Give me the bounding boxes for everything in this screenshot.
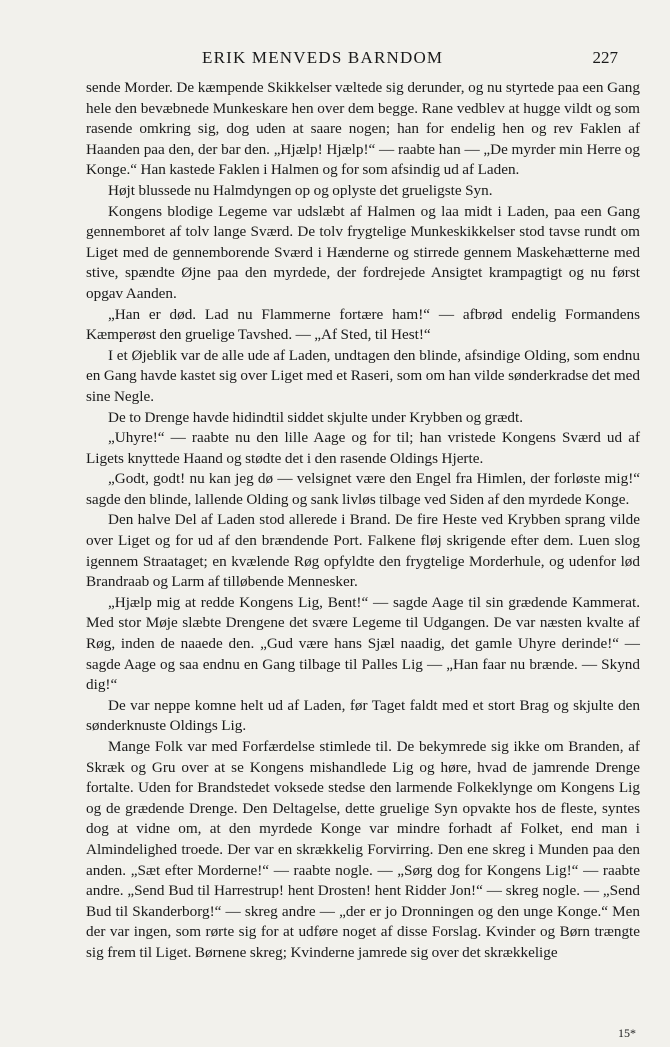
paragraph: De to Drenge havde hidindtil siddet skjulte under Krybben og grædt. [108, 408, 523, 426]
paragraph: „Godt, godt! nu kan jeg dø — velsignet være den Engel fra Himlen, der forløste mig!“ sagde den blinde, lallende Olding og sank livløs tilbage ved Siden af den myrdede Konge. [86, 470, 640, 508]
printer-signature-mark: 15* [618, 1026, 636, 1040]
paragraph: Den halve Del af Laden stod allerede i Brand. De fire Heste ved Krybben sprang vilde over Liget og for ud af den brændende Port. Falkene fløj skrigende efter dem. Luen slog igennem Straataget; en kvælende Røg opfyldte den frygtelige Morderhule, og udenfor lød Brandraab og Larm af tilløbende Mennesker. [86, 511, 640, 591]
paragraph: Mange Folk var med Forfærdelse stimlede til. De bekymrede sig ikke om Branden, af Skræk og Gru over at se Kongens mishandlede Lig og høre, hvad de jamrende Drenge fortalte. Uden for Brandstedet voksede stedse den larmende Folkeklynge om Kongens Lig og de grædende Drenge. Den Deltagelse, dette gruelige Syn opvakte hos de fleste, syntes dog at vidne om, at den myrdede Konge var mindre forhadt af Folket, end man i Almindelighed troede. Der var en skrækkelig Forvirring. Den ene skreg i Munden paa den anden. „Sæt efter Morderne!“ — raabte nogle. — „Sørg dog for Kongens Lig!“ — raabte andre. „Send Bud til Harrestrup! hent Drosten! hent Ridder Jon!“ — skreg nogle. — „Send Bud til Skanderborg!“ — skreg andre — „der er jo Dronningen og den unge Konge.“ Men der var ingen, som rørte sig for at udføre noget af disse Forslag. Kvinder og Børn trængte sig frem til Liget. Børnene skreg; Kvinderne jamrede sig over det skrækkelige [86, 738, 640, 961]
paragraph: „Uhyre!“ — raabte nu den lille Aage og for til; han vristede Kongens Sværd ud af Ligets knyttede Haand og stødte det i den rasende Oldings Hjerte. [86, 429, 640, 467]
body-text [86, 78, 640, 964]
running-title: ERIK MENVEDS BARNDOM [202, 48, 444, 67]
paragraph: „Han er død. Lad nu Flammerne fortære ham!“ — afbrød endelig Formandens Kæmperøst den gruelige Tavshed. — „Af Sted, til Hest!“ [86, 305, 640, 344]
paragraph: De var neppe komne helt ud af Laden, før Taget faldt med et stort Brag og skjulte den sønderknuste Oldings Lig. [86, 696, 640, 735]
running-header [86, 48, 640, 78]
page-number: 227 [592, 48, 618, 67]
paragraph: sende Morder. De kæmpende Skikkelser væltede sig derunder, og nu styrtede paa een Gang hele den bevæbnede Munkeskare hen over dem begge. Rane vedblev at hugge vildt og som rasende omkring sig, dog uden at saare nogen; han for endelig hen og rev Faklen af Haanden paa den, der bar den. „Hjælp! Hjælp!“ — raabte han — „De myrder min Herre og Konge.“ Han kastede Faklen i Halmen og for som afsindig ud af Laden. [86, 79, 640, 179]
paragraph: Kongens blodige Legeme var udslæbt af Halmen og laa midt i Laden, paa een Gang gennemboret af tolv lange Sværd. De tolv frygtelige Munkeskikkelser stod tavse rundt om Liget med de gennemborende Sværd i Hænderne og stirrede gennem Maskehætterne med stive, spændte Øjne paa den myrdede, der fordrejede Ansigtet krampagtigt og nu først opgav Aanden. [86, 202, 640, 302]
paragraph: I et Øjeblik var de alle ude af Laden, undtagen den blinde, afsindige Olding, som endnu en Gang havde kastet sig over Liget med et Raseri, som om han vilde sønderkradse det med sine Negle. [86, 346, 640, 405]
paragraph: Højt blussede nu Halmdyngen op og oplyste det grueligste Syn. [108, 181, 493, 199]
paragraph: „Hjælp mig at redde Kongens Lig, Bent!“ — sagde Aage til sin grædende Kammerat. Med stor Møje slæbte Drengene det svære Legeme til Udgangen. De var næsten kvalte af Røg, inden de naaede den. „Gud være hans Sjæl naadig, det gamle Uhyre derinde!“ — sagde Aage og saa endnu en Gang tilbage til Palles Lig — „Han faar nu brænde. — Skynd dig!“ [86, 593, 640, 694]
